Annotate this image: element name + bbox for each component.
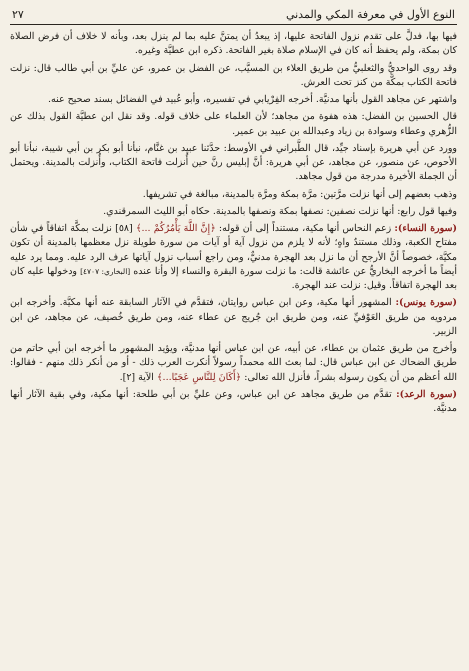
- section-text: [٥٨] نزلت بمكَّة اتفاقاً في شأن مفتاح الكعبة، وذلك مستندٌ واهٍ؛ لأنه لا يلزم من نزول آية أو آيات من سورة طويلة نزل معظمها بالمدينة أن تكون مكيَّة، خصوصاً أنَّ الأرجح أن ما نزل بعد الهجرة مدنيٌّ، ومن راجع أسباب نزول آياتها عرف الرد عليه. ومما يرد عليه أيضاً ما أخرجه البخاريُّ عن عائشة قالت: ما نزلت سورة البقرة والنساء إلا وأنا عنده: [10, 223, 457, 277]
- hadith-reference: [البخاري: ٤٧٠٧]: [80, 266, 131, 276]
- section-yunus-continued: [10, 342, 457, 385]
- paragraph: قال الحسين بن الفضل: هذه هفوة من مجاهد؛ لأن العلماء على خلاف قوله. وقد نقل ابن عطيَّة القول بذلك عن الزُّهري وعطاء وسوادة بن زياد وعبدالله بن عبيد بن عمير.: [10, 111, 457, 137]
- section-text: تقدَّم من طريق مجاهد عن ابن عباس، وعن عليِّ بن أبي طلحة: أنها مكية، وفي بقية الآثار أنها مدنيَّة.: [10, 388, 457, 414]
- surah-label-yunus: (سورة يونس):: [395, 297, 457, 309]
- section-text: المشهور أنها مكية، وعن ابن عباس روايتان، فتقدَّم في الآثار السابقة عنه أنها مكيَّة. وأخرجه ابن مردويه من طريق العَوْفيِّ عنه، ومن طريق ابن جُريج عن عطاء عنه، ومن طريق خُصيف، عن مجاهد، عن ابن الزبير.: [10, 297, 457, 337]
- quran-verse: ﴿إِنَّ اللَّهَ يَأْمُرُكُمْ ...﴾: [135, 223, 216, 234]
- section-yunus: [10, 296, 457, 339]
- page-header: [10, 6, 457, 25]
- paragraph: وذهب بعضهم إلى أنها نزلت مرَّتين: مرَّة بمكة ومرَّة بالمدينة، مبالغة في تشريفها.: [142, 188, 457, 200]
- page-body: [10, 30, 457, 416]
- surah-label-raad: (سورة الرعد):: [396, 388, 457, 400]
- page-number: ٢٧: [12, 8, 24, 21]
- paragraph: فيها بها، فدلَّ على تقدم نزول الفاتحة عليها، إذ يبعدُ أن يمتنَّ عليه بما لم ينزل بعد، وبأنه لا خلاف أن فرض الصلاة كان بمكة، ولم يحفظ أنه كان في الإسلام صلاة بغير الفاتحة. ذكره ابن عطيَّة وغيره.: [10, 31, 457, 57]
- paragraph: واشتهر عن مجاهد القول بأنها مدنيَّة. أخرجه الفِرْيابي في تفسيره، وأبو عُبيد في الفضائل بسند صحيح عنه.: [47, 94, 457, 105]
- section-nisa: [10, 222, 457, 293]
- paragraph: وقد روى الواحديُّ والثعلبيُّ من طريق العلاء بن المسيَّب، عن الفضل بن عمرو، عن عليِّ بن أبي طالب قال: نزلت فاتحة الكتاب بمكَّة من كنز تحت العرش.: [10, 62, 457, 88]
- surah-label-nisa: (سورة النساء):: [394, 223, 457, 234]
- section-text: زعم النحاس أنها مكية، مستنداً إلى أن قوله:: [218, 223, 392, 234]
- quran-verse: ﴿أَكَانَ لِلنَّاسِ عَجَبًا...﴾: [156, 371, 242, 383]
- paragraph: وورد عن أبي هريرة بإسناد جيِّد، قال الطَّبراني في الأوسط: حدَّثنا عبيد بن غنَّام، نبأنا أبو بكر بن أبي شيبة، نبأنا أبو الأحوص، عن منصور، عن مجاهد، عن أبي هريرة: أنَّ إبليس رنَّ حين أُنزلت فاتحة الكتاب، وأُنزلت بالمدينة. ويحتمل أن الجملة الأخيرة مدرجة من قول مجاهد.: [10, 142, 457, 183]
- section-raad: [10, 388, 457, 417]
- section-text: وأخرج من طريق عثمان بن عطاء، عن أبيه، عن ابن عباس أنها مدنيَّة، ويؤيد المشهور ما أخرجه ابن أبي حاتم من طريق الضحاك عن ابن عباس قال: لما بعث الله محمداً رسولاً أنكرت العرب ذلك - أو من أنكر ذلك منهم - فقالوا: الله أعظم من أن يكون رسوله بشراً،: [10, 343, 457, 383]
- section-text: ودخولها عليه كان بعد الهجرة اتفاقاً. وقيل: نزلت عند الهجرة.: [10, 265, 457, 291]
- running-title: النوع الأول في معرفة المكي والمدني: [285, 8, 455, 21]
- paragraph: وفيها قول رابع: أنها نزلت نصفين: نصفها بمكة ونصفها بالمدينة. حكاه أبو الليث السمرقندي.: [103, 205, 457, 217]
- section-text: الآية [٢].: [119, 371, 154, 383]
- section-text: فأنزل الله تعالى:: [244, 371, 311, 383]
